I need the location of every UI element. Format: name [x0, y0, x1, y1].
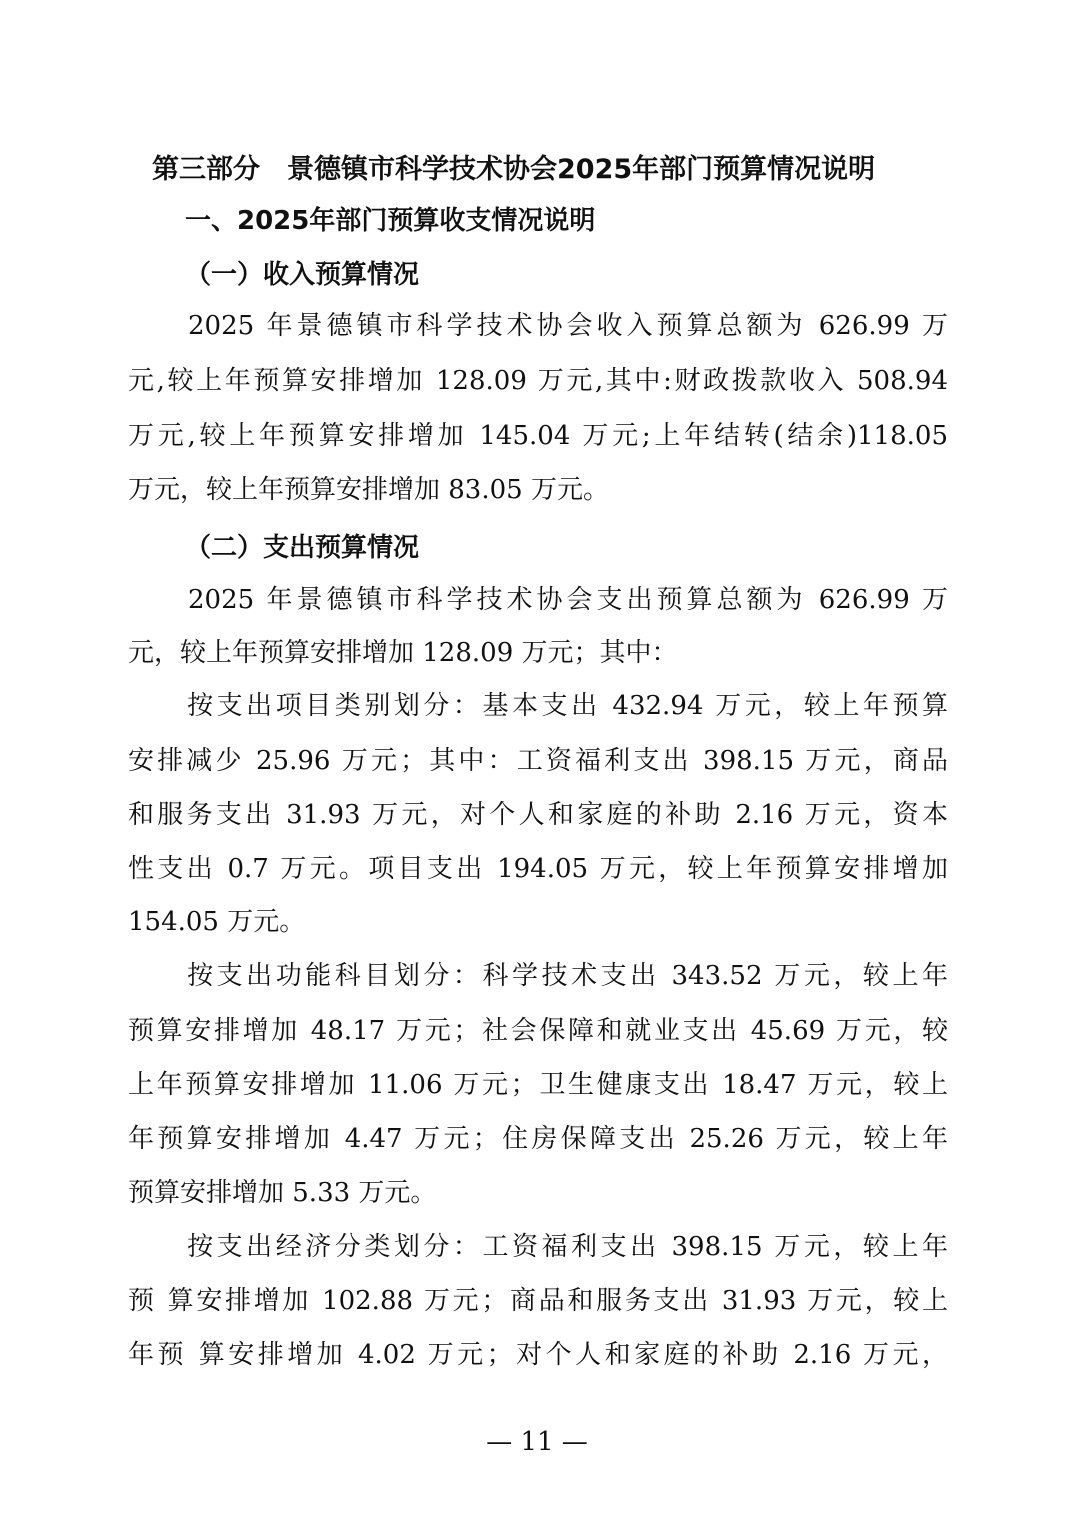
paragraph-line: 2025 年景德镇市科学技术协会支出预算总额为 626.99 万: [128, 585, 948, 615]
paragraph-line: 年预算安排增加 4.47 万元；住房保障支出 25.26 万元，较上年: [128, 1124, 948, 1154]
paragraph-line: 万元，较上年预算安排增加 83.05 万元。: [128, 475, 609, 505]
paragraph-line: 万元,较上年预算安排增加 145.04 万元;上年结转(结余)118.05: [128, 421, 948, 451]
paragraph-line: 按支出功能科目划分：科学技术支出 343.52 万元，较上年: [128, 961, 948, 991]
paragraph-line: 按支出项目类别划分：基本支出 432.94 万元，较上年预算: [128, 691, 948, 721]
paragraph-line: 上年预算安排增加 11.06 万元；卫生健康支出 18.47 万元，较上: [128, 1070, 948, 1100]
section-heading: 一、2025年部门预算收支情况说明: [185, 206, 596, 236]
paragraph-line: 安排减少 25.96 万元；其中：工资福利支出 398.15 万元，商品: [128, 746, 948, 776]
paragraph-line: 元，较上年预算安排增加 128.09 万元；其中：: [128, 638, 678, 668]
paragraph-line: 年预 算安排增加 4.02 万元；对个人和家庭的补助 2.16 万元，: [128, 1340, 948, 1370]
paragraph-line: 预 算安排增加 102.88 万元；商品和服务支出 31.93 万元，较上: [128, 1286, 948, 1316]
paragraph-line: 154.05 万元。: [128, 907, 306, 937]
paragraph-line: 2025 年景德镇市科学技术协会收入预算总额为 626.99 万: [128, 311, 948, 341]
page-title: 第三部分 景德镇市科学技术协会2025年部门预算情况说明: [152, 154, 876, 185]
paragraph-line: 和服务支出 31.93 万元，对个人和家庭的补助 2.16 万元，资本: [128, 800, 948, 830]
subsection-heading-income: （一）收入预算情况: [185, 260, 420, 290]
paragraph-line: 预算安排增加 5.33 万元。: [128, 1178, 437, 1208]
subsection-heading-expense: （二）支出预算情况: [185, 533, 420, 563]
paragraph-line: 元,较上年预算安排增加 128.09 万元,其中:财政拨款收入 508.94: [128, 366, 948, 396]
paragraph-line: 预算安排增加 48.17 万元；社会保障和就业支出 45.69 万元，较: [128, 1016, 948, 1046]
page-number: — 11 —: [486, 1427, 588, 1457]
paragraph-line: 性支出 0.7 万元。项目支出 194.05 万元，较上年预算安排增加: [128, 854, 948, 884]
paragraph-line: 按支出经济分类划分：工资福利支出 398.15 万元，较上年: [128, 1232, 948, 1262]
